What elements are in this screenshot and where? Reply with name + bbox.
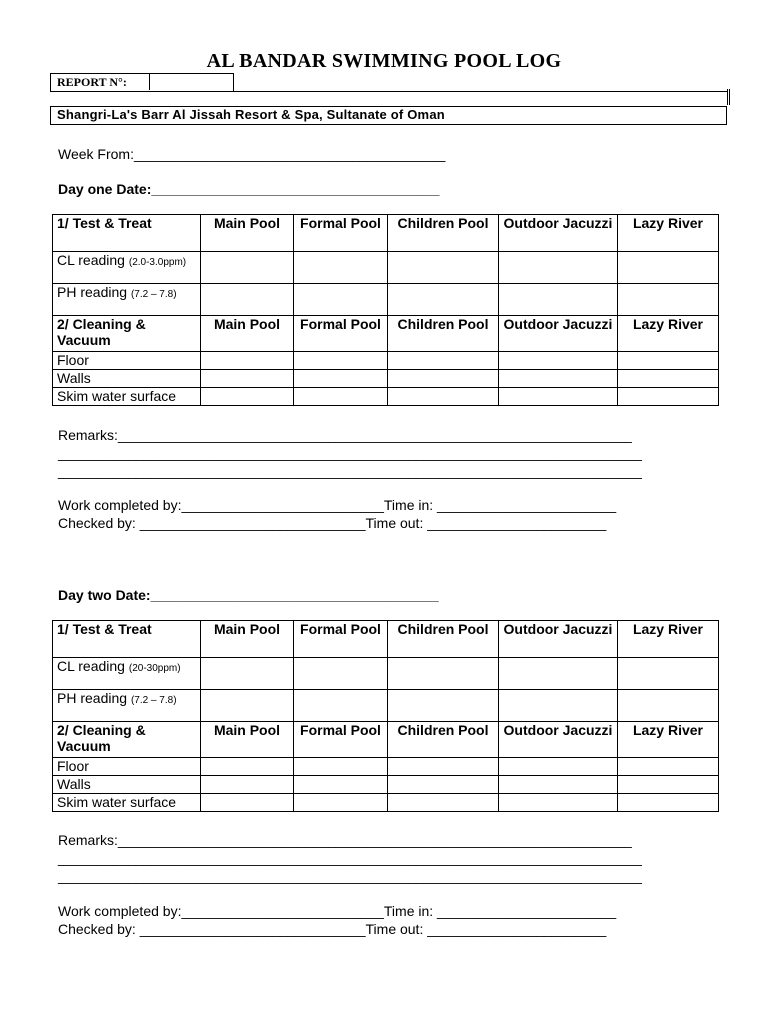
floor-formal-pool-cell[interactable]	[294, 758, 388, 776]
skim-formal-pool-cell[interactable]	[294, 388, 388, 406]
col-lazy-river: Lazy River	[618, 722, 719, 758]
remarks-line[interactable]: ___________________________________________________________________________	[58, 850, 642, 866]
cl-outdoor-jacuzzi-cell[interactable]	[499, 252, 618, 284]
remarks-line[interactable]: ___________________________________________________________________________	[58, 445, 642, 461]
day-two-table	[52, 620, 719, 812]
col-formal-pool: Formal Pool	[294, 316, 388, 352]
col-formal-pool: Formal Pool	[294, 215, 388, 252]
cl-reading-label	[53, 658, 201, 690]
ph-outdoor-jacuzzi-cell[interactable]	[499, 284, 618, 316]
ph-outdoor-jacuzzi-cell[interactable]	[499, 690, 618, 722]
checked-by-field[interactable]: Checked by: _____________________________Time out: _______________________	[58, 921, 607, 937]
cl-label: CL reading	[57, 252, 125, 268]
remarks-field[interactable]: Remarks:__________________________________________________________________	[58, 427, 632, 443]
report-number-field[interactable]	[149, 73, 234, 90]
work-completed-field[interactable]: Work completed by:__________________________Time in: _______________________	[58, 497, 617, 513]
cl-formal-pool-cell[interactable]	[294, 252, 388, 284]
ph-range: (7.2 – 7.8)	[130, 289, 177, 300]
skim-main-pool-cell[interactable]	[201, 794, 294, 812]
skim-children-pool-cell[interactable]	[388, 794, 499, 812]
col-children-pool: Children Pool	[388, 215, 499, 252]
cl-children-pool-cell[interactable]	[388, 658, 499, 690]
day-one-date-field[interactable]: Day one Date:_____________________________________	[58, 181, 440, 197]
ph-lazy-river-cell[interactable]	[618, 690, 719, 722]
page-title: AL BANDAR SWIMMING POOL LOG	[206, 50, 562, 72]
cl-main-pool-cell[interactable]	[201, 252, 294, 284]
day-one-table	[52, 214, 719, 406]
ph-main-pool-cell[interactable]	[201, 284, 294, 316]
resort-row	[50, 106, 727, 125]
cl-formal-pool-cell[interactable]	[294, 658, 388, 690]
col-lazy-river: Lazy River	[618, 316, 719, 352]
walls-lazy-river-cell[interactable]	[618, 370, 719, 388]
walls-lazy-river-cell[interactable]	[618, 776, 719, 794]
floor-children-pool-cell[interactable]	[388, 352, 499, 370]
floor-label: Floor	[53, 758, 201, 776]
col-main-pool: Main Pool	[201, 215, 294, 252]
ph-formal-pool-cell[interactable]	[294, 690, 388, 722]
report-number-row	[50, 73, 234, 92]
skim-formal-pool-cell[interactable]	[294, 794, 388, 812]
floor-main-pool-cell[interactable]	[201, 758, 294, 776]
week-from-field[interactable]: Week From:________________________________________	[58, 146, 446, 162]
floor-outdoor-jacuzzi-cell[interactable]	[499, 758, 618, 776]
walls-formal-pool-cell[interactable]	[294, 370, 388, 388]
ph-lazy-river-cell[interactable]	[618, 284, 719, 316]
cl-lazy-river-cell[interactable]	[618, 252, 719, 284]
ph-children-pool-cell[interactable]	[388, 284, 499, 316]
skim-outdoor-jacuzzi-cell[interactable]	[499, 388, 618, 406]
floor-formal-pool-cell[interactable]	[294, 352, 388, 370]
skim-lazy-river-cell[interactable]	[618, 794, 719, 812]
cl-outdoor-jacuzzi-cell[interactable]	[499, 658, 618, 690]
cl-range: (2.0-3.0ppm)	[128, 257, 187, 268]
col-outdoor-jacuzzi: Outdoor Jacuzzi	[499, 621, 618, 658]
work-completed-field[interactable]: Work completed by:__________________________Time in: _______________________	[58, 903, 617, 919]
divider	[50, 91, 727, 92]
skim-children-pool-cell[interactable]	[388, 388, 499, 406]
divider	[729, 89, 730, 105]
walls-outdoor-jacuzzi-cell[interactable]	[499, 370, 618, 388]
cl-main-pool-cell[interactable]	[201, 658, 294, 690]
walls-main-pool-cell[interactable]	[201, 370, 294, 388]
remarks-line[interactable]: ___________________________________________________________________________	[58, 868, 642, 884]
ph-label: PH reading	[57, 284, 128, 300]
cl-range: (20-30ppm)	[128, 663, 181, 674]
ph-formal-pool-cell[interactable]	[294, 284, 388, 316]
skim-label: Skim water surface	[53, 794, 201, 812]
remarks-line[interactable]: ___________________________________________________________________________	[58, 463, 642, 479]
checked-by-field[interactable]: Checked by: _____________________________Time out: _______________________	[58, 515, 607, 531]
floor-children-pool-cell[interactable]	[388, 758, 499, 776]
test-treat-header: 1/ Test & Treat	[53, 621, 201, 658]
col-lazy-river: Lazy River	[618, 621, 719, 658]
cl-label: CL reading	[57, 658, 125, 674]
col-formal-pool: Formal Pool	[294, 722, 388, 758]
walls-label: Walls	[53, 370, 201, 388]
resort-name: Shangri-La's Barr Al Jissah Resort & Spa, Sultanate of Oman	[57, 107, 445, 122]
walls-children-pool-cell[interactable]	[388, 370, 499, 388]
col-formal-pool: Formal Pool	[294, 621, 388, 658]
skim-main-pool-cell[interactable]	[201, 388, 294, 406]
col-main-pool: Main Pool	[201, 316, 294, 352]
walls-children-pool-cell[interactable]	[388, 776, 499, 794]
day-two-date-field[interactable]: Day two Date:_____________________________________	[58, 587, 439, 603]
cleaning-vacuum-header: 2/ Cleaning & Vacuum	[53, 316, 201, 352]
col-outdoor-jacuzzi: Outdoor Jacuzzi	[499, 722, 618, 758]
divider	[727, 89, 728, 105]
col-outdoor-jacuzzi: Outdoor Jacuzzi	[499, 215, 618, 252]
walls-main-pool-cell[interactable]	[201, 776, 294, 794]
cl-reading-label	[53, 252, 201, 284]
cl-lazy-river-cell[interactable]	[618, 658, 719, 690]
walls-formal-pool-cell[interactable]	[294, 776, 388, 794]
floor-main-pool-cell[interactable]	[201, 352, 294, 370]
col-outdoor-jacuzzi: Outdoor Jacuzzi	[499, 316, 618, 352]
cleaning-vacuum-header: 2/ Cleaning & Vacuum	[53, 722, 201, 758]
floor-lazy-river-cell[interactable]	[618, 352, 719, 370]
report-number-label: REPORT N°:	[57, 75, 127, 89]
skim-lazy-river-cell[interactable]	[618, 388, 719, 406]
ph-reading-label	[53, 284, 201, 316]
report-header	[50, 73, 727, 125]
ph-reading-label	[53, 690, 201, 722]
skim-outdoor-jacuzzi-cell[interactable]	[499, 794, 618, 812]
test-treat-header: 1/ Test & Treat	[53, 215, 201, 252]
col-children-pool: Children Pool	[388, 621, 499, 658]
ph-main-pool-cell[interactable]	[201, 690, 294, 722]
walls-label: Walls	[53, 776, 201, 794]
col-children-pool: Children Pool	[388, 722, 499, 758]
ph-children-pool-cell[interactable]	[388, 690, 499, 722]
floor-lazy-river-cell[interactable]	[618, 758, 719, 776]
floor-label: Floor	[53, 352, 201, 370]
ph-range: (7.2 – 7.8)	[130, 695, 177, 706]
walls-outdoor-jacuzzi-cell[interactable]	[499, 776, 618, 794]
col-main-pool: Main Pool	[201, 621, 294, 658]
col-main-pool: Main Pool	[201, 722, 294, 758]
col-lazy-river: Lazy River	[618, 215, 719, 252]
cl-children-pool-cell[interactable]	[388, 252, 499, 284]
remarks-field[interactable]: Remarks:__________________________________________________________________	[58, 832, 632, 848]
floor-outdoor-jacuzzi-cell[interactable]	[499, 352, 618, 370]
ph-label: PH reading	[57, 690, 128, 706]
col-children-pool: Children Pool	[388, 316, 499, 352]
skim-label: Skim water surface	[53, 388, 201, 406]
